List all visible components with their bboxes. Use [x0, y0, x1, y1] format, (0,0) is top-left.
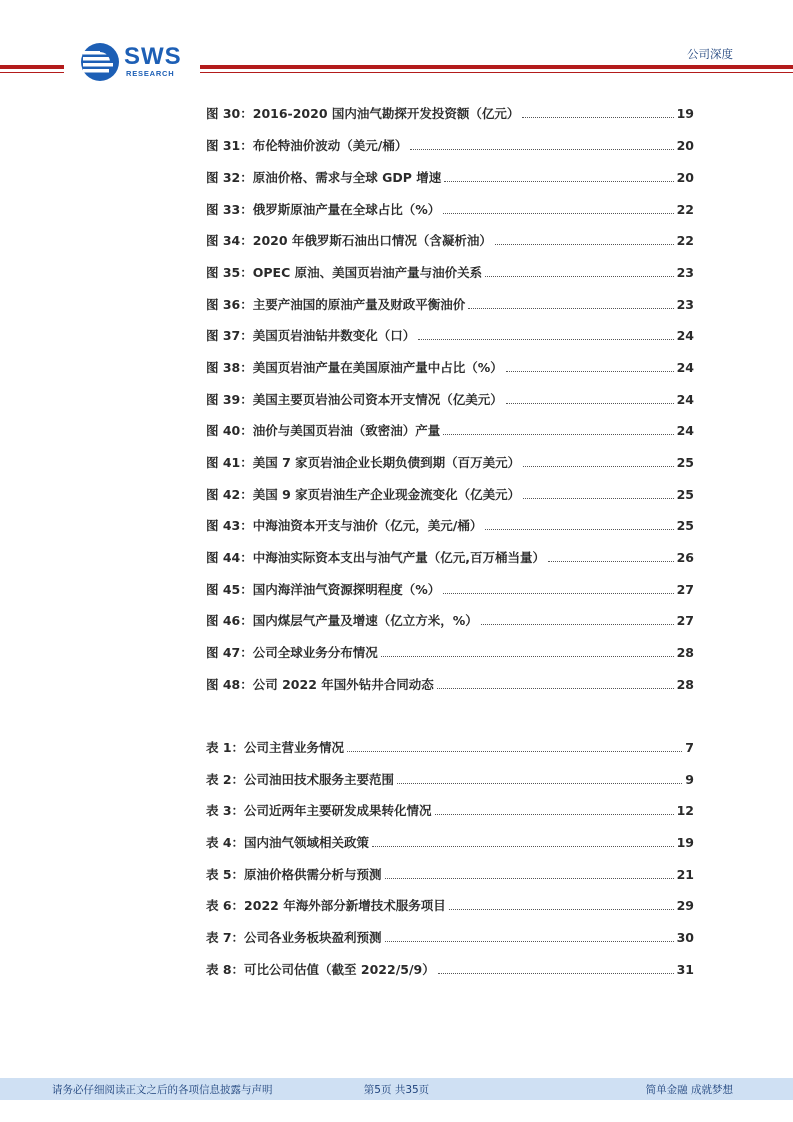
dot-leader — [435, 813, 674, 815]
toc-entry-page: 20 — [676, 170, 694, 185]
toc-entry-page: 28 — [676, 645, 694, 660]
toc-entry-table-3[interactable] — [206, 799, 694, 819]
toc-entry-page: 31 — [676, 962, 694, 977]
toc-entry-table-4[interactable] — [206, 831, 694, 851]
dot-leader — [437, 687, 674, 689]
page-footer — [0, 1078, 793, 1100]
toc-entry-page: 29 — [676, 898, 694, 913]
toc-entry-figure-31[interactable] — [206, 134, 694, 154]
toc-entry-page: 25 — [676, 518, 694, 533]
toc-entry-table-7[interactable] — [206, 926, 694, 946]
toc-entry-figure-36[interactable] — [206, 293, 694, 313]
toc-entry-page: 24 — [676, 328, 694, 343]
toc-entry-figure-38[interactable] — [206, 356, 694, 376]
dot-leader — [506, 402, 674, 404]
dot-leader — [443, 433, 673, 435]
dot-leader — [449, 908, 674, 910]
toc-entry-figure-46[interactable] — [206, 609, 694, 629]
toc-entry-page: 27 — [676, 613, 694, 628]
toc-entry-table-2[interactable] — [206, 768, 694, 788]
toc-entry-label: 图 46：国内煤层气产量及增速（亿立方米，%） — [206, 613, 478, 628]
sws-logo — [80, 42, 190, 84]
toc-entry-figure-42[interactable] — [206, 483, 694, 503]
toc-entry-label: 图 47：公司全球业务分布情况 — [206, 645, 378, 660]
toc-entry-figure-40[interactable] — [206, 419, 694, 439]
toc-entry-label: 图 48：公司 2022 年国外钻井合同动态 — [206, 677, 434, 692]
toc-entry-figure-45[interactable] — [206, 578, 694, 598]
toc-entry-figure-43[interactable] — [206, 514, 694, 534]
toc-entry-page: 25 — [676, 455, 694, 470]
toc-entry-table-8[interactable] — [206, 958, 694, 978]
toc-entry-label: 图 43：中海油资本开支与油价（亿元，美元/桶） — [206, 518, 483, 533]
dot-leader — [444, 180, 673, 182]
dot-leader — [481, 623, 674, 625]
toc-entry-page: 21 — [676, 867, 694, 882]
toc-entry-label: 表 2：公司油田技术服务主要范围 — [206, 772, 395, 787]
toc-entry-figure-41[interactable] — [206, 451, 694, 471]
toc-entry-page: 19 — [676, 106, 694, 121]
toc-entry-label: 表 6：2022 年海外部分新增技术服务项目 — [206, 898, 446, 913]
dot-leader — [385, 877, 674, 879]
dot-leader — [523, 497, 673, 499]
dot-leader — [418, 338, 673, 340]
toc-entry-label: 表 1：公司主营业务情况 — [206, 740, 345, 755]
toc-entry-label: 表 7：公司各业务板块盈利预测 — [206, 930, 382, 945]
toc-entry-page: 7 — [685, 740, 694, 755]
dot-leader — [523, 465, 673, 467]
toc-entry-label: 图 40：油价与美国页岩油（致密油）产量 — [206, 423, 441, 438]
toc-entry-label: 图 35：OPEC 原油、美国页岩油产量与油价关系 — [206, 265, 483, 280]
dot-leader — [385, 940, 674, 942]
toc-entry-page: 25 — [676, 487, 694, 502]
toc-entry-label: 图 30：2016-2020 国内油气勘探开发投资额（亿元） — [206, 106, 520, 121]
toc-entry-figure-39[interactable] — [206, 388, 694, 408]
toc-entry-figure-34[interactable] — [206, 229, 694, 249]
toc-entry-page: 9 — [685, 772, 694, 787]
toc-entry-page: 24 — [676, 423, 694, 438]
toc-entry-page: 27 — [676, 582, 694, 597]
toc-entry-label: 表 4：国内油气领域相关政策 — [206, 835, 370, 850]
header-rule-left — [0, 65, 64, 73]
dot-leader — [443, 212, 673, 214]
toc-entry-page: 19 — [676, 835, 694, 850]
dot-leader — [438, 972, 674, 974]
dot-leader — [372, 845, 674, 847]
toc-entry-figure-44[interactable] — [206, 546, 694, 566]
toc-entry-figure-30[interactable] — [206, 102, 694, 122]
page-header — [0, 0, 793, 90]
toc-entry-figure-37[interactable] — [206, 324, 694, 344]
toc-entry-figure-32[interactable] — [206, 166, 694, 186]
toc-entry-label: 图 31：布伦特油价波动（美元/桶） — [206, 138, 408, 153]
dot-leader — [381, 655, 674, 657]
toc-entry-page: 12 — [676, 803, 694, 818]
toc-entry-figure-35[interactable] — [206, 261, 694, 281]
dot-leader — [548, 560, 674, 562]
toc-entry-label: 图 42：美国 9 家页岩油生产企业现金流变化（亿美元） — [206, 487, 521, 502]
dot-leader — [410, 148, 673, 150]
footer-page-info: 第5页 共35页 — [363, 1084, 430, 1096]
toc-entry-page: 28 — [676, 677, 694, 692]
toc-entry-page: 30 — [676, 930, 694, 945]
toc-entry-label: 图 39：美国主要页岩油公司资本开支情况（亿美元） — [206, 392, 503, 407]
dot-leader — [347, 750, 682, 752]
toc-entry-table-5[interactable] — [206, 863, 694, 883]
toc-entry-label: 表 3：公司近两年主要研发成果转化情况 — [206, 803, 432, 818]
footer-slogan: 简单金融 成就梦想 — [645, 1084, 733, 1096]
dot-leader — [506, 370, 674, 372]
toc-entry-page: 20 — [676, 138, 694, 153]
toc-entry-label: 表 5：原油价格供需分析与预测 — [206, 867, 382, 882]
toc-entry-label: 图 44：中海油实际资本支出与油气产量（亿元,百万桶当量） — [206, 550, 545, 565]
toc-entry-label: 图 36：主要产油国的原油产量及财政平衡油价 — [206, 297, 466, 312]
toc-entry-label: 图 34：2020 年俄罗斯石油出口情况（含凝析油） — [206, 233, 492, 248]
toc-entry-figure-33[interactable] — [206, 198, 694, 218]
toc-entry-page: 24 — [676, 392, 694, 407]
dot-leader — [443, 592, 673, 594]
toc-entry-page: 23 — [676, 265, 694, 280]
toc-entry-label: 表 8：可比公司估值（截至 2022/5/9） — [206, 962, 435, 977]
footer-disclaimer: 请务必仔细阅读正文之后的各项信息披露与声明 — [52, 1084, 273, 1096]
toc-entry-label: 图 37：美国页岩油钻井数变化（口） — [206, 328, 416, 343]
toc-entry-label: 图 38：美国页岩油产量在美国原油产量中占比（%） — [206, 360, 503, 375]
section-label: 公司深度 — [687, 47, 733, 61]
toc-entry-label: 图 41：美国 7 家页岩油企业长期负债到期（百万美元） — [206, 455, 521, 470]
logo-text: SWS — [124, 43, 182, 70]
toc-entry-page: 24 — [676, 360, 694, 375]
toc-entry-page: 23 — [676, 297, 694, 312]
toc-entry-label: 图 32：原油价格、需求与全球 GDP 增速 — [206, 170, 442, 185]
dot-leader — [485, 275, 673, 277]
toc-entry-figure-47[interactable] — [206, 641, 694, 661]
dot-leader — [522, 116, 673, 118]
toc-entry-page: 22 — [676, 233, 694, 248]
toc-entry-page: 26 — [676, 550, 694, 565]
header-rule-right — [200, 65, 793, 73]
dot-leader — [485, 528, 673, 530]
dot-leader — [468, 307, 673, 309]
toc-entry-table-1[interactable] — [206, 736, 694, 756]
sws-globe-icon — [80, 42, 120, 82]
toc-entry-figure-48[interactable] — [206, 673, 694, 693]
toc-entry-label: 图 45：国内海洋油气资源探明程度（%） — [206, 582, 441, 597]
logo-subtext: RESEARCH — [126, 69, 175, 78]
toc-entry-label: 图 33：俄罗斯原油产量在全球占比（%） — [206, 202, 441, 217]
toc-entry-page: 22 — [676, 202, 694, 217]
dot-leader — [495, 243, 674, 245]
dot-leader — [397, 782, 682, 784]
toc-entry-table-6[interactable] — [206, 894, 694, 914]
